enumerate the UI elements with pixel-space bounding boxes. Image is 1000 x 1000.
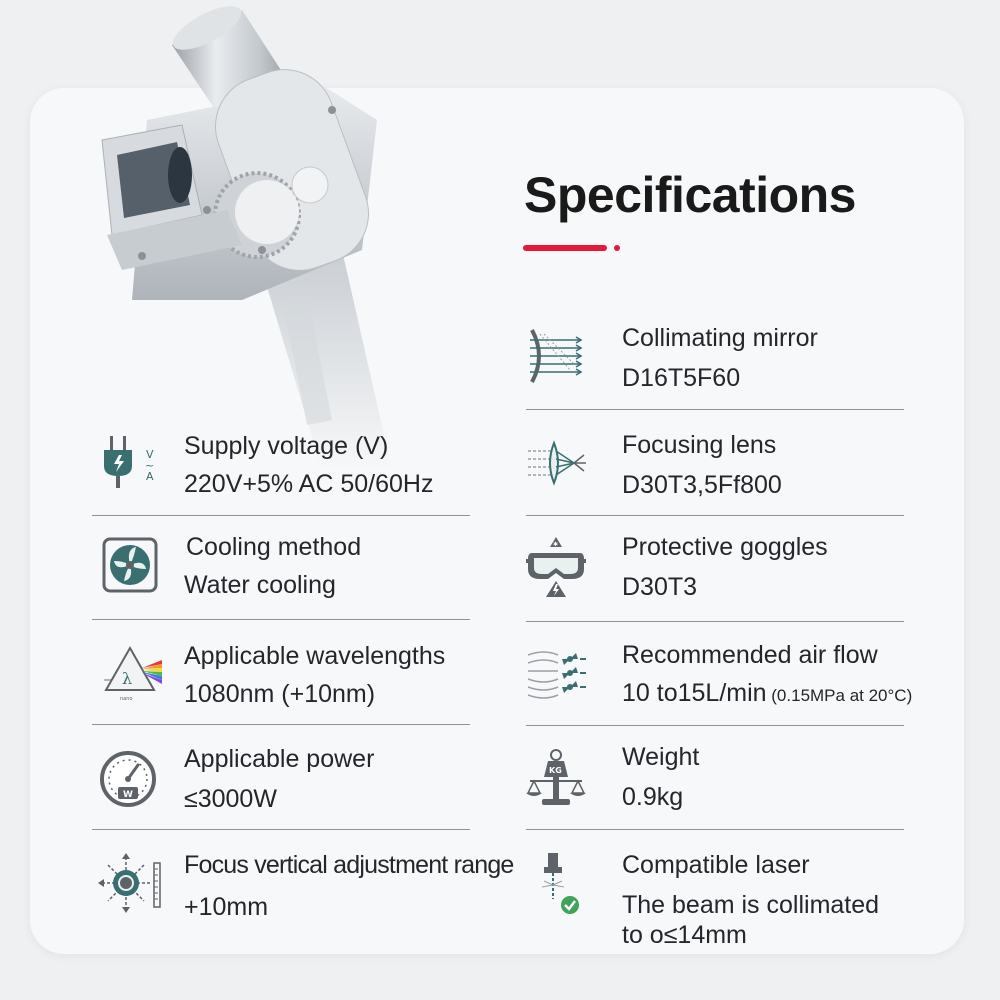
spec-compatible-laser [524,843,954,963]
power-gauge-icon [98,743,162,807]
title-accent-dot [614,245,620,251]
goggles-icon [524,535,588,599]
svg-text:nano: nano [120,696,133,702]
spec-label: Cooling method [186,533,362,561]
spec-protective-goggles [524,527,944,631]
spec-value [622,679,912,708]
weight-scale-icon [524,745,588,809]
svg-text:V: V [146,448,154,461]
svg-text:A: A [146,470,154,483]
spec-value: Water cooling [184,571,336,599]
spec-value: D30T3 [622,573,698,601]
air-flow-rate: 10 to15L/min [622,679,767,707]
spec-label: Compatible laser [622,851,810,879]
spec-value-continued: to o≤14mm [622,921,747,949]
spec-supply-voltage [98,420,508,524]
divider [526,515,904,516]
spec-label: Supply voltage (V) [184,432,389,460]
spec-value: ≤3000W [184,785,277,813]
spec-focus-range [98,843,528,947]
spec-cooling-method [98,525,508,629]
air-flow-condition: (0.15MPa at 20°C) [766,686,913,705]
divider [526,725,904,726]
spec-power [98,735,508,839]
spec-value: 1080nm (+10nm) [184,680,376,708]
title-accent-bar [523,245,607,251]
prism-wavelength-icon [98,640,162,704]
svg-text:λ: λ [122,669,133,688]
spec-label: Focus vertical adjustment range [184,851,514,879]
spec-label: Focusing lens [622,431,777,459]
page-title: Specifications [524,167,856,223]
cooling-fan-icon [98,533,162,597]
divider [526,621,904,622]
focusing-lens-icon [524,431,588,495]
spec-value: 0.9kg [622,783,684,811]
spec-wavelengths [98,632,518,736]
spec-collimating-mirror [524,316,944,420]
spec-weight [524,737,944,841]
collimating-mirror-icon [524,324,588,388]
power-plug-icon [98,428,162,492]
laser-beam-icon [524,851,588,915]
spec-label: Applicable wavelengths [184,642,446,670]
divider [92,515,470,516]
spec-value: D30T3,5Ff800 [622,471,782,499]
divider [92,829,470,830]
divider [526,829,904,830]
spec-value: +10mm [184,893,269,921]
spec-air-flow [524,633,954,737]
spec-label: Weight [622,743,700,771]
spec-value: The beam is collimated [622,891,880,919]
svg-text:~: ~ [145,459,155,472]
svg-text:KG: KG [549,766,562,775]
spec-label: Recommended air flow [622,641,878,669]
product-image [92,0,452,470]
divider [92,724,470,725]
svg-text:W: W [123,790,133,800]
spec-label: Protective goggles [622,533,828,561]
divider [92,619,470,620]
svg-text:✱: ✱ [553,541,559,548]
spec-value: 220V+5% AC 50/60Hz [184,470,434,498]
divider [526,409,904,410]
focus-adjust-icon [98,851,162,915]
spec-label: Applicable power [184,745,375,773]
spec-value: D16T5F60 [622,364,741,392]
air-flow-icon [524,641,588,705]
spec-focusing-lens [524,423,944,527]
spec-label: Collimating mirror [622,324,818,352]
